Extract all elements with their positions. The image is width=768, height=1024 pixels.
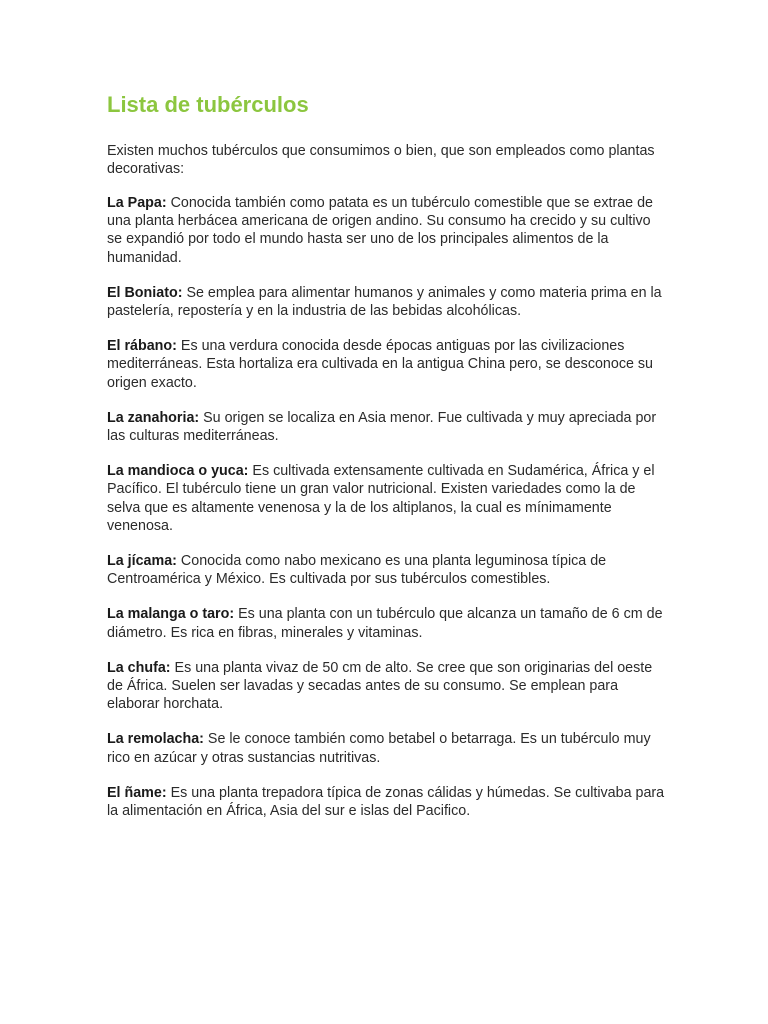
entry-text: Se le conoce también como betabel o betarraga. Es un tubérculo muy rico en azúcar y otras sustancias nutritivas. [107, 731, 651, 766]
entry-la-remolacha [107, 730, 667, 766]
entry-term: La chufa: [107, 659, 171, 676]
entry-la-chufa [107, 659, 667, 714]
entry-el-rabano [107, 337, 667, 392]
entry-term: El Boniato: [107, 284, 183, 301]
entry-text: Es cultivada extensamente cultivada en Sudamérica, África y el Pacífico. El tubérculo tiene un gran valor nutricional. Existen variedades como la de selva que es altamente venenosa y la de los altiplanos, la cual es mínimamente venenosa. [107, 463, 655, 534]
entry-text: Conocida también como patata es un tubérculo comestible que se extrae de una planta herbácea americana de origen andino. Su consumo ha crecido y su cultivo se expandió por todo el mundo hasta ser uno de los principales alimentos de la humanidad. [107, 195, 653, 266]
entry-term: El ñame: [107, 784, 167, 801]
entry-text: Es una planta con un tubérculo que alcanza un tamaño de 6 cm de diámetro. Es rica en fibras, minerales y vitaminas. [107, 606, 663, 641]
entry-text: Es una planta vivaz de 50 cm de alto. Se cree que son originarias del oeste de África. Suelen ser lavadas y secadas antes de su consumo. Se emplean para elaborar horchata. [107, 659, 653, 713]
document-page [107, 90, 667, 837]
entry-la-papa [107, 194, 667, 267]
intro-paragraph: Existen muchos tubérculos que consumimos o bien, que son empleados como plantas decorativas: [107, 143, 655, 177]
entry-text: Conocida como nabo mexicano es una planta leguminosa típica de Centroamérica y México. Es cultivada por sus tubérculos comestibles. [107, 553, 607, 588]
entry-term: La zanahoria: [107, 409, 200, 426]
entry-term: La malanga o taro: [107, 606, 235, 623]
entry-el-name [107, 784, 667, 820]
entry-term: La jícama: [107, 553, 177, 570]
entry-text: Se emplea para alimentar humanos y animales y como materia prima en la pastelería, repostería y en la industria de las bebidas alcohólicas. [107, 284, 662, 320]
entry-la-malanga [107, 605, 667, 641]
entry-la-jicama [107, 552, 667, 588]
entry-text: Es una planta trepadora típica de zonas cálidas y húmedas. Se cultivaba para la alimentación en África, Asia del sur e islas del Pacifico. [107, 784, 665, 820]
document-title: Lista de tubérculos [107, 92, 309, 117]
entry-text: Es una verdura conocida desde épocas antiguas por las civilizaciones mediterráneas. Esta hortaliza era cultivada en la antigua China pero, se desconoce su origen exacto. [107, 338, 653, 391]
entry-term: La Papa: [107, 195, 167, 211]
entry-term: La mandioca o yuca: [107, 463, 249, 480]
entry-el-boniato [107, 284, 667, 320]
entry-la-mandioca [107, 462, 667, 535]
entry-term: La remolacha: [107, 731, 204, 748]
entry-text: Su origen se localiza en Asia menor. Fue cultivada y muy apreciada por las culturas mediterráneas. [107, 409, 657, 445]
entry-term: El rábano: [107, 338, 177, 355]
entry-la-zanahoria [107, 409, 667, 445]
